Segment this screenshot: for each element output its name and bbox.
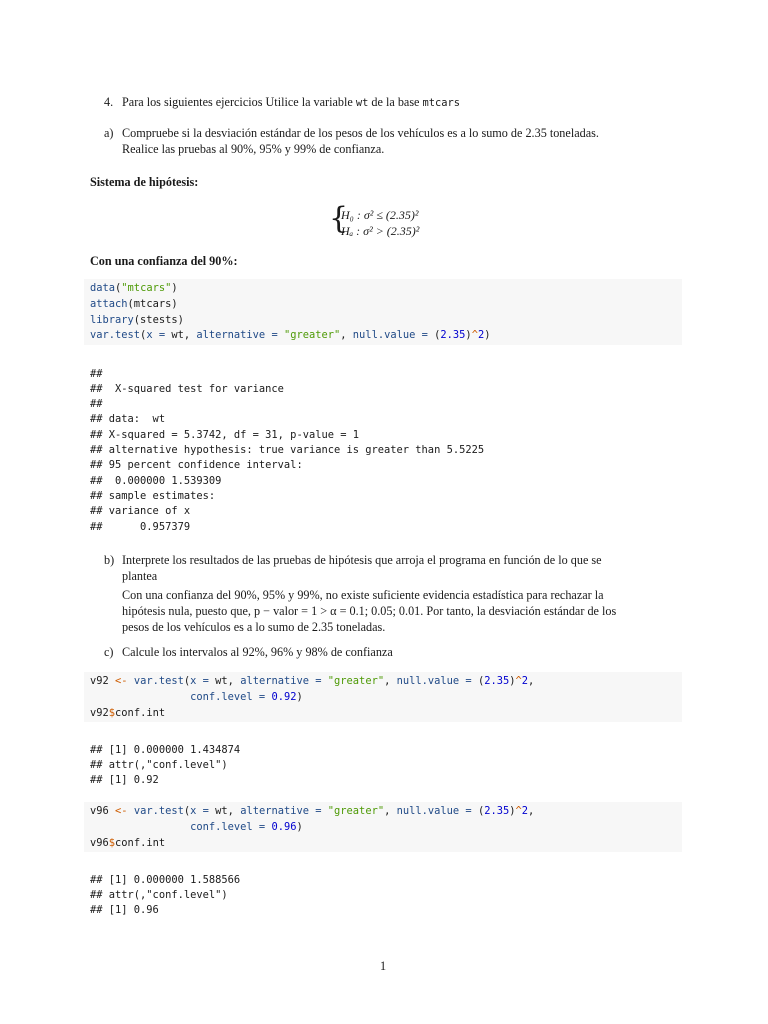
item-a-line1: Compruebe si la desviación estándar de los pesos de los vehículos es a lo sumo de 2.35 toneladas.: [122, 126, 599, 140]
code-block-3: [84, 802, 682, 852]
code3-line2: conf.level = 0.96): [190, 821, 303, 833]
output1-line: ##: [90, 398, 103, 410]
item-4-text: [122, 94, 460, 111]
item-4-var: wt: [355, 97, 369, 109]
item-b-label: b): [104, 553, 115, 567]
item-4-text-mid: de la base: [368, 95, 423, 109]
code1-line4: var.test(x = wt, alternative = "greater", null.value = (2.35)^2): [90, 329, 491, 341]
output2-line: ## [1] 0.92: [90, 774, 159, 786]
code3-line3: v96$conf.int: [90, 837, 166, 849]
output1-line: ## 0.957379: [90, 521, 191, 533]
output3-line: ## [1] 0.96: [90, 904, 159, 916]
item-4-text-before: Para los siguientes ejercicios Utilice la variable: [122, 95, 356, 109]
left-brace: {: [329, 201, 349, 236]
output3-line: ## attr(,"conf.level"): [90, 889, 228, 901]
heading-hypothesis-system: Sistema de hipótesis:: [90, 175, 199, 189]
item-c-text: Calcule los intervalos al 92%, 96% y 98% de confianza: [122, 645, 393, 659]
item-b-answer-line3: pesos de los vehículos es a lo sumo de 2.35 toneladas.: [122, 620, 386, 634]
code-block-2: [84, 672, 682, 722]
code2-line1: v92 <- var.test(x = wt, alternative = "greater", null.value = (2.35)^2,: [90, 675, 535, 687]
output3-line: ## [1] 0.000000 1.588566: [90, 874, 241, 886]
code2-line2: conf.level = 0.92): [190, 691, 303, 703]
code2-line3: v92$conf.int: [90, 707, 166, 719]
output1-line: ## sample estimates:: [90, 490, 216, 502]
output1-line: ## X-squared test for variance: [90, 383, 284, 395]
code3-line1: v96 <- var.test(x = wt, alternative = "greater", null.value = (2.35)^2,: [90, 805, 535, 817]
hypothesis-h0: H₀ : σ² ≤ (2.35)²: [341, 208, 419, 222]
code1-line2: attach(mtcars): [90, 298, 178, 310]
item-4-dataset: mtcars: [422, 97, 461, 109]
output1-line: ## 95 percent confidence interval:: [90, 459, 303, 471]
page-number: 1: [380, 959, 387, 973]
item-b-line2: plantea: [122, 569, 158, 583]
output1-line: ## alternative hypothesis: true variance is greater than 5.5225: [90, 444, 485, 456]
heading-confidence-90: Con una confianza del 90%:: [90, 254, 238, 268]
hypothesis-ha: Hₐ : σ² > (2.35)²: [341, 224, 420, 238]
output1-line: ## X-squared = 5.3742, df = 31, p-value = 1: [90, 429, 359, 441]
output1-line: ## variance of x: [90, 505, 191, 517]
item-4-number: 4.: [104, 95, 114, 109]
item-b-answer-line2: hipótesis nula, puesto que, p − valor = 1 > α = 0.1; 0.05; 0.01. Por tanto, la desviación estándar de los: [122, 604, 617, 618]
output1-line: ## data: wt: [90, 413, 166, 425]
code-block-1: [84, 279, 682, 345]
code1-line1: data("mtcars"): [90, 282, 178, 294]
code1-line3: library(stests): [90, 314, 184, 326]
item-a-label: a): [104, 126, 114, 140]
output2-line: ## attr(,"conf.level"): [90, 759, 228, 771]
item-b-answer-line1: Con una confianza del 90%, 95% y 99%, no existe suficiente evidencia estadística para rechazar la: [122, 588, 604, 602]
output2-line: ## [1] 0.000000 1.434874: [90, 744, 241, 756]
output1-line: ##: [90, 368, 103, 380]
item-a-line2: Realice las pruebas al 90%, 95% y 99% de confianza.: [122, 142, 385, 156]
item-c-label: c): [104, 645, 114, 659]
output1-line: ## 0.000000 1.539309: [90, 475, 222, 487]
item-b-line1: Interprete los resultados de las pruebas de hipótesis que arroja el programa en función de lo que se: [122, 553, 602, 567]
